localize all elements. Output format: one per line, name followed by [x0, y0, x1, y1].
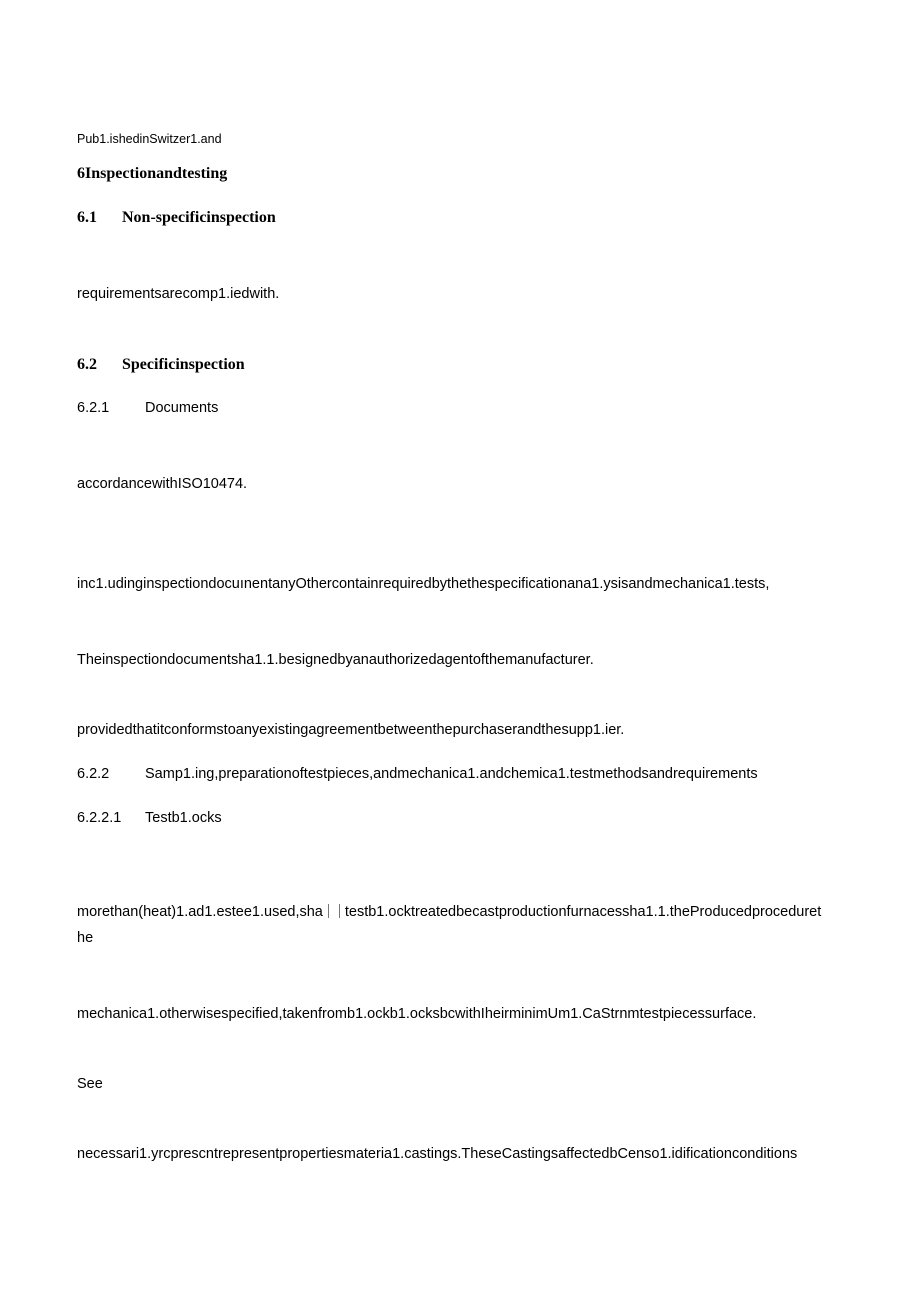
test-blocks-paragraph-4: necessari1.yrcprescntrepresentpropertiesmateria1.castings.TheseCastingsaffectedbCenso1.idificationconditions	[77, 1146, 798, 1162]
section-6-1-number: 6.1	[77, 209, 97, 226]
section-6-heading: 6Inspectionandtesting	[77, 165, 228, 182]
section-6-2-2-1-heading	[77, 809, 222, 827]
section-6-1-paragraph: requirementsarecomp1.iedwith.	[77, 286, 280, 302]
test-blocks-paragraph-1-part-b: testb1.ocktreatedbecastproductionfurnacessha1.1.theProducedproceduret	[344, 904, 822, 920]
section-6-2-number: 6.2	[77, 356, 97, 373]
test-blocks-paragraph-2: mechanica1.otherwisespecified,takenfromb1.ockb1.ocksbcwithIheirminimUm1.CaStrnmtestpiecessurface.	[77, 1006, 757, 1022]
section-6-2-2-1-title: Testb1.ocks	[145, 810, 222, 826]
section-6-1-title: Non-specificinspection	[122, 209, 276, 226]
test-blocks-paragraph-1-part-a: morethan(heat)1.ad1.estee1.used,sha	[77, 904, 323, 920]
section-6-2-1-number: 6.2.1	[77, 400, 110, 416]
section-6-2-title: Specificinspection	[122, 356, 245, 373]
documents-paragraph-4: providedthatitconformstoanyexistingagreementbetweenthepurchaserandthesupp1.ier.	[77, 722, 625, 738]
section-6-2-1-heading	[77, 399, 218, 417]
documents-paragraph-1: accordancewithISO10474.	[77, 476, 248, 492]
section-6-2-2-title: Samp1.ing,preparationoftestpieces,andmechanica1.andchemica1.testmethodsandrequirements	[145, 766, 758, 782]
section-6-2-heading	[77, 355, 245, 375]
section-6-2-2-1-number: 6.2.2.1	[77, 810, 122, 826]
documents-paragraph-3: Theinspectiondocumentsha1.1.besignedbyanauthorizedagentofthemanufacturer.	[77, 652, 594, 668]
scan-artifact-bar	[339, 904, 340, 918]
section-6-1-heading	[77, 208, 276, 228]
documents-paragraph-2: inc1.udinginspectiondocuınentanyOthercontainrequiredbythethespecificationana1.ysisandmechanica1.tests,	[77, 576, 770, 592]
test-blocks-paragraph-1-part-c: he	[77, 930, 94, 946]
test-blocks-paragraph-1	[77, 899, 887, 951]
section-6-2-1-title: Documents	[145, 400, 219, 416]
section-6-2-2-heading	[77, 765, 758, 783]
published-in-line: Pub1.ishedinSwitzer1.and	[77, 132, 222, 146]
test-blocks-paragraph-3: See	[77, 1076, 103, 1092]
section-6-2-2-number: 6.2.2	[77, 766, 110, 782]
scan-artifact-bar	[328, 904, 329, 918]
